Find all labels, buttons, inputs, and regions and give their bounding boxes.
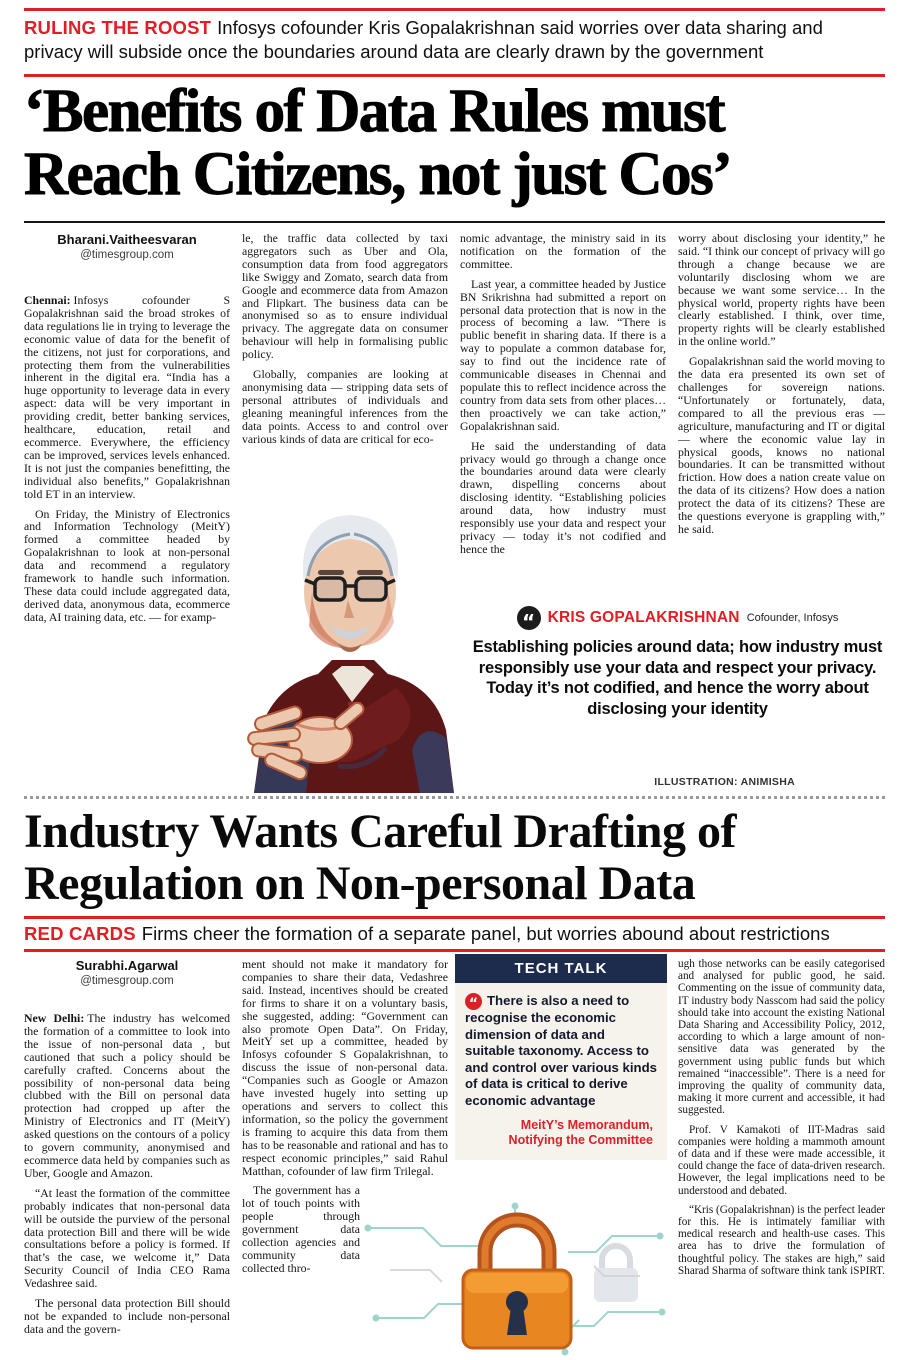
- headline-underline-rule: [24, 221, 885, 223]
- article1-headline-line2: Reach Citizens, not just Cos’: [24, 141, 732, 208]
- illustration-credit: ILLUSTRATION: ANIMISHA: [654, 776, 795, 788]
- paragraph: [24, 1012, 230, 1180]
- tech-talk-title: TECH TALK: [455, 954, 667, 983]
- article2-dateline: New Delhi:: [24, 1012, 85, 1025]
- paragraph: Last year, a committee headed by Justice BN Srikrishna had submitted a report on personal data protection that is now in the process of becoming a law. “There is public benefit in sharing data. If there is a way to populate a common database for, say to find out the incidence rate of communicable diseases in Chennai and populate this to reflect incidence across the country from data sets from other places… then proactively we can take action,” Gopalakrishnan said.: [460, 276, 666, 433]
- article2-byline-name: Surabhi.Agarwal: [75, 958, 179, 973]
- paragraph: He said the understanding of data privacy would go through a change once the boundaries around data were clearly drawn, dispelling concerns about disclosing identity. “Establishing policies around data, how industry must responsibly use your data and respect your privacy — today it’s not codified and hence the: [460, 438, 666, 556]
- article2-byline: [24, 958, 230, 987]
- article1-headline: [24, 80, 885, 206]
- paragraph: Gopalakrishnan said the world moving to the data era presented its own set of challenges for sovereign nations. “Unfortunately or fortunately, data, compared to all the previous eras — agriculture, manufacturing and IT or digital — where the economic value lay in physical goods, knows no national boundaries. It can be transmitted without friction. How does a nation create value on the data of its citizens? How does a nation protect the data of its citizens? These are the questions everyone is grappling with,” he said.: [678, 354, 885, 536]
- paragraph-text: The industry has welcomed the formation of a committee to look into the issue of non-personal data , but cautioned that such a policy should be carefully crafted. Concerns about the possibility of non-personal data being clubbed with the Bill on personal data protection had cropped up after the Ministry of Electronics and IT (MeitY) asked questions on the contours of a policy to govern community, anonymised and ecommerce data held by companies such as Uber, Google and Amazon.: [24, 1012, 230, 1180]
- kicker-bottom-red-rule: [24, 74, 885, 77]
- article1-byline: [24, 232, 230, 261]
- paragraph: Prof. V Kamakoti of IIT-Madras said companies were holding a mammoth amount of data and if these were made accessible, it could change the face of data-driven research. However, the legal implications need to be understood and debated.: [678, 1123, 885, 1197]
- article1-kicker-label: RULING THE ROOST: [24, 17, 212, 38]
- tech-talk-attribution: MeitY’s Memorandum, Notifying the Committee: [508, 1118, 653, 1147]
- article1-byline-name: Bharani.Vaitheesvaran: [57, 232, 197, 247]
- kris-gopalakrishnan-illustration: [236, 488, 464, 793]
- tech-talk-body: [455, 983, 667, 1160]
- portrait-illustration-svg: [236, 488, 464, 793]
- paragraph: The personal data protection Bill should not be expanded to include non-personal data and the govern-: [24, 1296, 230, 1336]
- article-divider: [24, 796, 885, 799]
- paragraph: Globally, companies are looking at anonymising data — stripping data sets of personal attributes of individuals and gleaning meaningful inferences from the data points. Access to and control over various kinds of data are critical for eco-: [242, 367, 448, 446]
- article2-headline-line2: Regulation on Non-personal Data: [24, 857, 696, 910]
- tech-talk-quote: [465, 993, 657, 1109]
- paragraph: “Kris (Gopalakrishnan) is the perfect leader for this. He is intimately familiar with medical research and health-use cases. This area has to drive the formulation of thoughtful policy. The stakes are high,” said Sharad Sharma of software think tank iSPIRT.: [678, 1203, 885, 1277]
- article2-column4: [678, 958, 885, 1360]
- article1-kicker: [24, 16, 885, 64]
- article1-dateline: Chennai:: [24, 294, 71, 307]
- quote-icon: “: [465, 993, 482, 1010]
- tech-talk-box: [455, 954, 667, 1160]
- article2-kicker: [24, 922, 885, 946]
- paragraph: worry about disclosing your identity,” he said. “I think our concept of privacy will go through a change because we are voluntarily disclosing whom we are because we want some service… In the physical world, property rights have been clearly established. I think, over time, property rights will be clearly established in the online world.”: [678, 232, 885, 349]
- article2-byline-handle: @timesgroup.com: [80, 975, 174, 987]
- article1-pull-quote: [470, 606, 885, 719]
- article1-kicker-text: Infosys cofounder Kris Gopalakrishnan said worries over data sharing and privacy will subside once the boundaries around data are clearly drawn by the government: [24, 17, 823, 62]
- article1-column4: [678, 232, 885, 602]
- paragraph: ugh those networks can be easily categorised and analysed for public good, he said. Commenting on the issue of community data, IT industry body Nasscom had said the policy should take into account the existing National Data Sharing and Accessibility Policy, 2012, according to which a large amount of non-sensitive data was generated by the government using public funds but which remained “inaccessible”. There is a need for improving the quality of community data, making it more current and accessible, it had suggested.: [678, 958, 885, 1117]
- padlock-illustration: [360, 1200, 670, 1360]
- paragraph: le, the traffic data collected by taxi aggregators such as Uber and Ola, consumption data from food aggregators like Swiggy and Zomato, search data from Google and ecommerce data from Amazon and Flipkart. The business data can be anonymised so as to ensure individual privacy. The aggregate data on consumer behaviour will help in formalising public policy.: [242, 232, 448, 362]
- article1-column1: [24, 294, 230, 630]
- pull-quote-speaker: KRIS GOPALAKRISHNAN: [547, 609, 740, 626]
- paragraph: “At least the formation of the committee probably indicates that non-personal data will be outside the purview of the personal data protection Bill and there will be wide consultations before a policy is formed. If that’s the case, we welcome it,” Data Security Council of India CEO Rama Vedashree said.: [24, 1185, 230, 1291]
- paragraph: ment should not make it mandatory for companies to share their data, Vedashree said. Instead, incentives should be created for firms to share it on a voluntary basis, she suggested, adding: “Government can also promote Open Data”. On Friday, MeitY set up a committee, headed by Infosys cofounder S Gopalakrishnan, to discuss the issue of non-personal data. “Companies such as Google or Amazon have invested hugely into setting up operations and servers to collect this information, so the policy the government is framing to acquire this data from them has to be reasonable and rational and has to respect economic principles,” said Rahul Matthan, cofounder of law firm Trilegal.: [242, 958, 448, 1178]
- paragraph: nomic advantage, the ministry said in its notification on the formation of the committee.: [460, 232, 666, 271]
- article2-headline: [24, 806, 885, 910]
- padlock-illustration-svg: [360, 1200, 670, 1360]
- paragraph: The government has a lot of touch points with people through government data collection agencies and community data collected thro-: [242, 1183, 360, 1275]
- article1-column2: [242, 232, 448, 494]
- article2-kicker-bottom-rule: [24, 949, 885, 952]
- paragraph-text: Infosys cofounder S Gopalakrishnan said the broad strokes of data regulations lie in trying to leverage the economic value of data for the benefit of the citizens, not just for corporations, and protecting them from the vulnerabilities inherent in the digital era. “India has a huge opportunity to leverage data in every aspect: data will be very important in providing credit, better banking services, healthcare, education, retail and ecommerce. Everywhere, the efficiency can be improved, services levels enhanced. It is not just the companies benefitting, the individual also benefits,” Gopalakrishnan told ET in an interview.: [24, 294, 230, 501]
- top-red-rule: [24, 8, 885, 11]
- article1-headline-line1: ‘Benefits of Data Rules must: [24, 78, 725, 145]
- paragraph: [24, 294, 230, 501]
- pull-quote-speaker-title: Cofounder, Infosys: [746, 612, 839, 624]
- article2-kicker-top-rule: [24, 916, 885, 919]
- article2-column1: [24, 1012, 230, 1360]
- article2-kicker-text: Firms cheer the formation of a separate panel, but worries abound about restrictions: [141, 923, 830, 944]
- article2-kicker-label: RED CARDS: [24, 923, 136, 944]
- pull-quote-text: Establishing policies around data; how industry must responsibly use your data and respect your privacy. Today it’s not codified, and hence the worry about disclosing your identity: [472, 638, 883, 718]
- quote-icon: “: [517, 606, 541, 630]
- paragraph: On Friday, the Ministry of Electronics and Information Technology (MeitY) formed a committee headed by Gopalakrishnan to look at non-personal data and recommend a regulatory framework to handle such information. These data could include aggregated data, derived data, anonymous data, ecommerce data, AI training data, etc. — for examp-: [24, 506, 230, 624]
- article1-byline-handle: @timesgroup.com: [80, 249, 174, 261]
- tech-talk-quote-text: There is also a need to recognise the economic dimension of data and suitable taxonomy. Access to and control over various kinds of data is critical to derive economic advantage: [465, 993, 657, 1108]
- article1-column3: [460, 232, 666, 598]
- pull-quote-header: [470, 606, 885, 634]
- article2-headline-line1: Industry Wants Careful Drafting of: [24, 805, 736, 858]
